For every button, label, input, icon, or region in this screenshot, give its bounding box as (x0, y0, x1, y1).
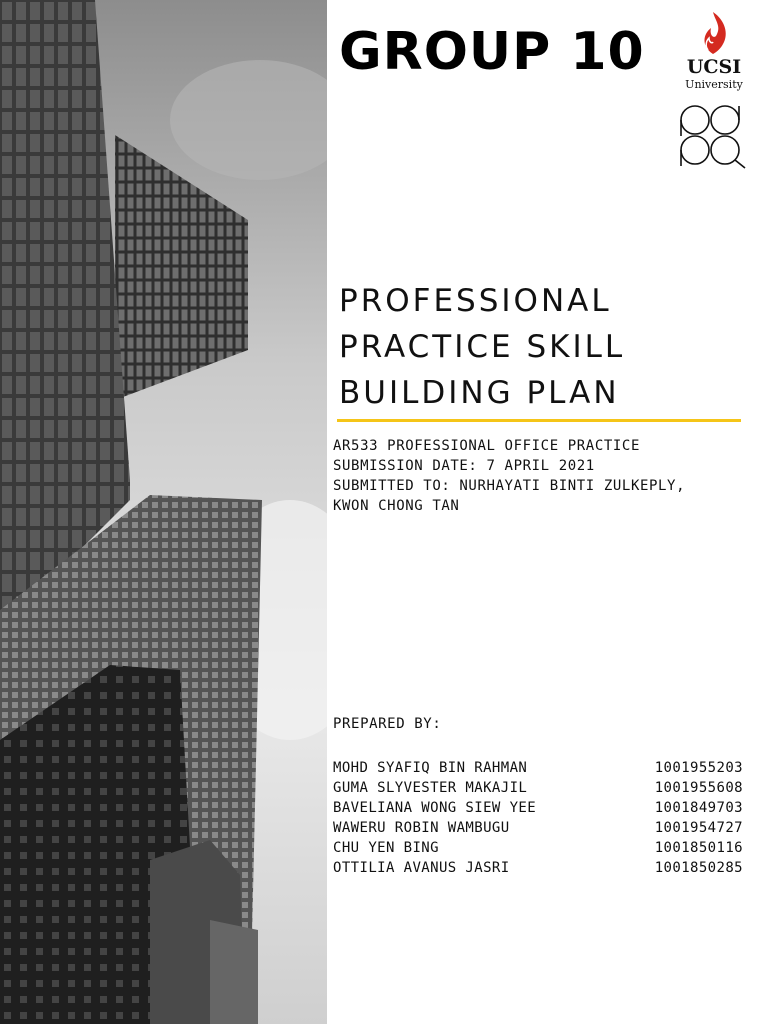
cover-photo-skyscrapers (0, 0, 327, 1024)
member-row (333, 758, 743, 778)
member-name: BAVELIANA WONG SIEW YEE (333, 800, 537, 816)
cover-text-panel (327, 0, 768, 1024)
member-id: 1001850285 (654, 860, 743, 876)
title-line-1: PROFESSIONAL (339, 283, 612, 319)
member-name: MOHD SYAFIQ BIN RAHMAN (333, 760, 528, 776)
submission-details (333, 436, 685, 516)
monogram-logo (677, 100, 747, 170)
member-row (333, 798, 743, 818)
document-title (339, 278, 625, 416)
member-name: WAWERU ROBIN WAMBUGU (333, 820, 510, 836)
member-row (333, 818, 743, 838)
member-row (333, 858, 743, 878)
ucsi-university-logo (675, 10, 753, 95)
member-id: 1001849703 (654, 800, 743, 816)
member-list (333, 758, 743, 878)
member-id: 1001955608 (654, 780, 743, 796)
member-name: OTTILIA AVANUS JASRI (333, 860, 510, 876)
member-name: GUMA SLYVESTER MAKAJIL (333, 780, 528, 796)
title-line-2: PRACTICE SKILL (339, 329, 626, 365)
member-id: 1001955203 (654, 760, 743, 776)
prepared-by-label: PREPARED BY: (333, 716, 442, 732)
flame-icon (675, 10, 753, 56)
member-id: 1001954727 (654, 820, 743, 836)
submission-date: SUBMISSION DATE: 7 APRIL 2021 (333, 458, 595, 474)
submitted-to-continued: KWON CHONG TAN (333, 498, 460, 514)
title-line-3: BUILDING PLAN (339, 375, 620, 411)
member-name: CHU YEN BING (333, 840, 439, 856)
ucsi-logo-text: UCSI (686, 56, 742, 78)
member-row (333, 778, 743, 798)
member-id: 1001850116 (654, 840, 743, 856)
member-row (333, 838, 743, 858)
skyscraper-illustration (0, 0, 327, 1024)
ucsi-logo-subtext: University (685, 78, 743, 91)
course-code: AR533 PROFESSIONAL OFFICE PRACTICE (333, 438, 640, 454)
title-divider (337, 419, 741, 422)
monogram-logo-icon (677, 100, 747, 170)
submitted-to: SUBMITTED TO: NURHAYATI BINTI ZULKEPLY, (333, 478, 686, 494)
group-title: GROUP 10 (339, 22, 645, 82)
